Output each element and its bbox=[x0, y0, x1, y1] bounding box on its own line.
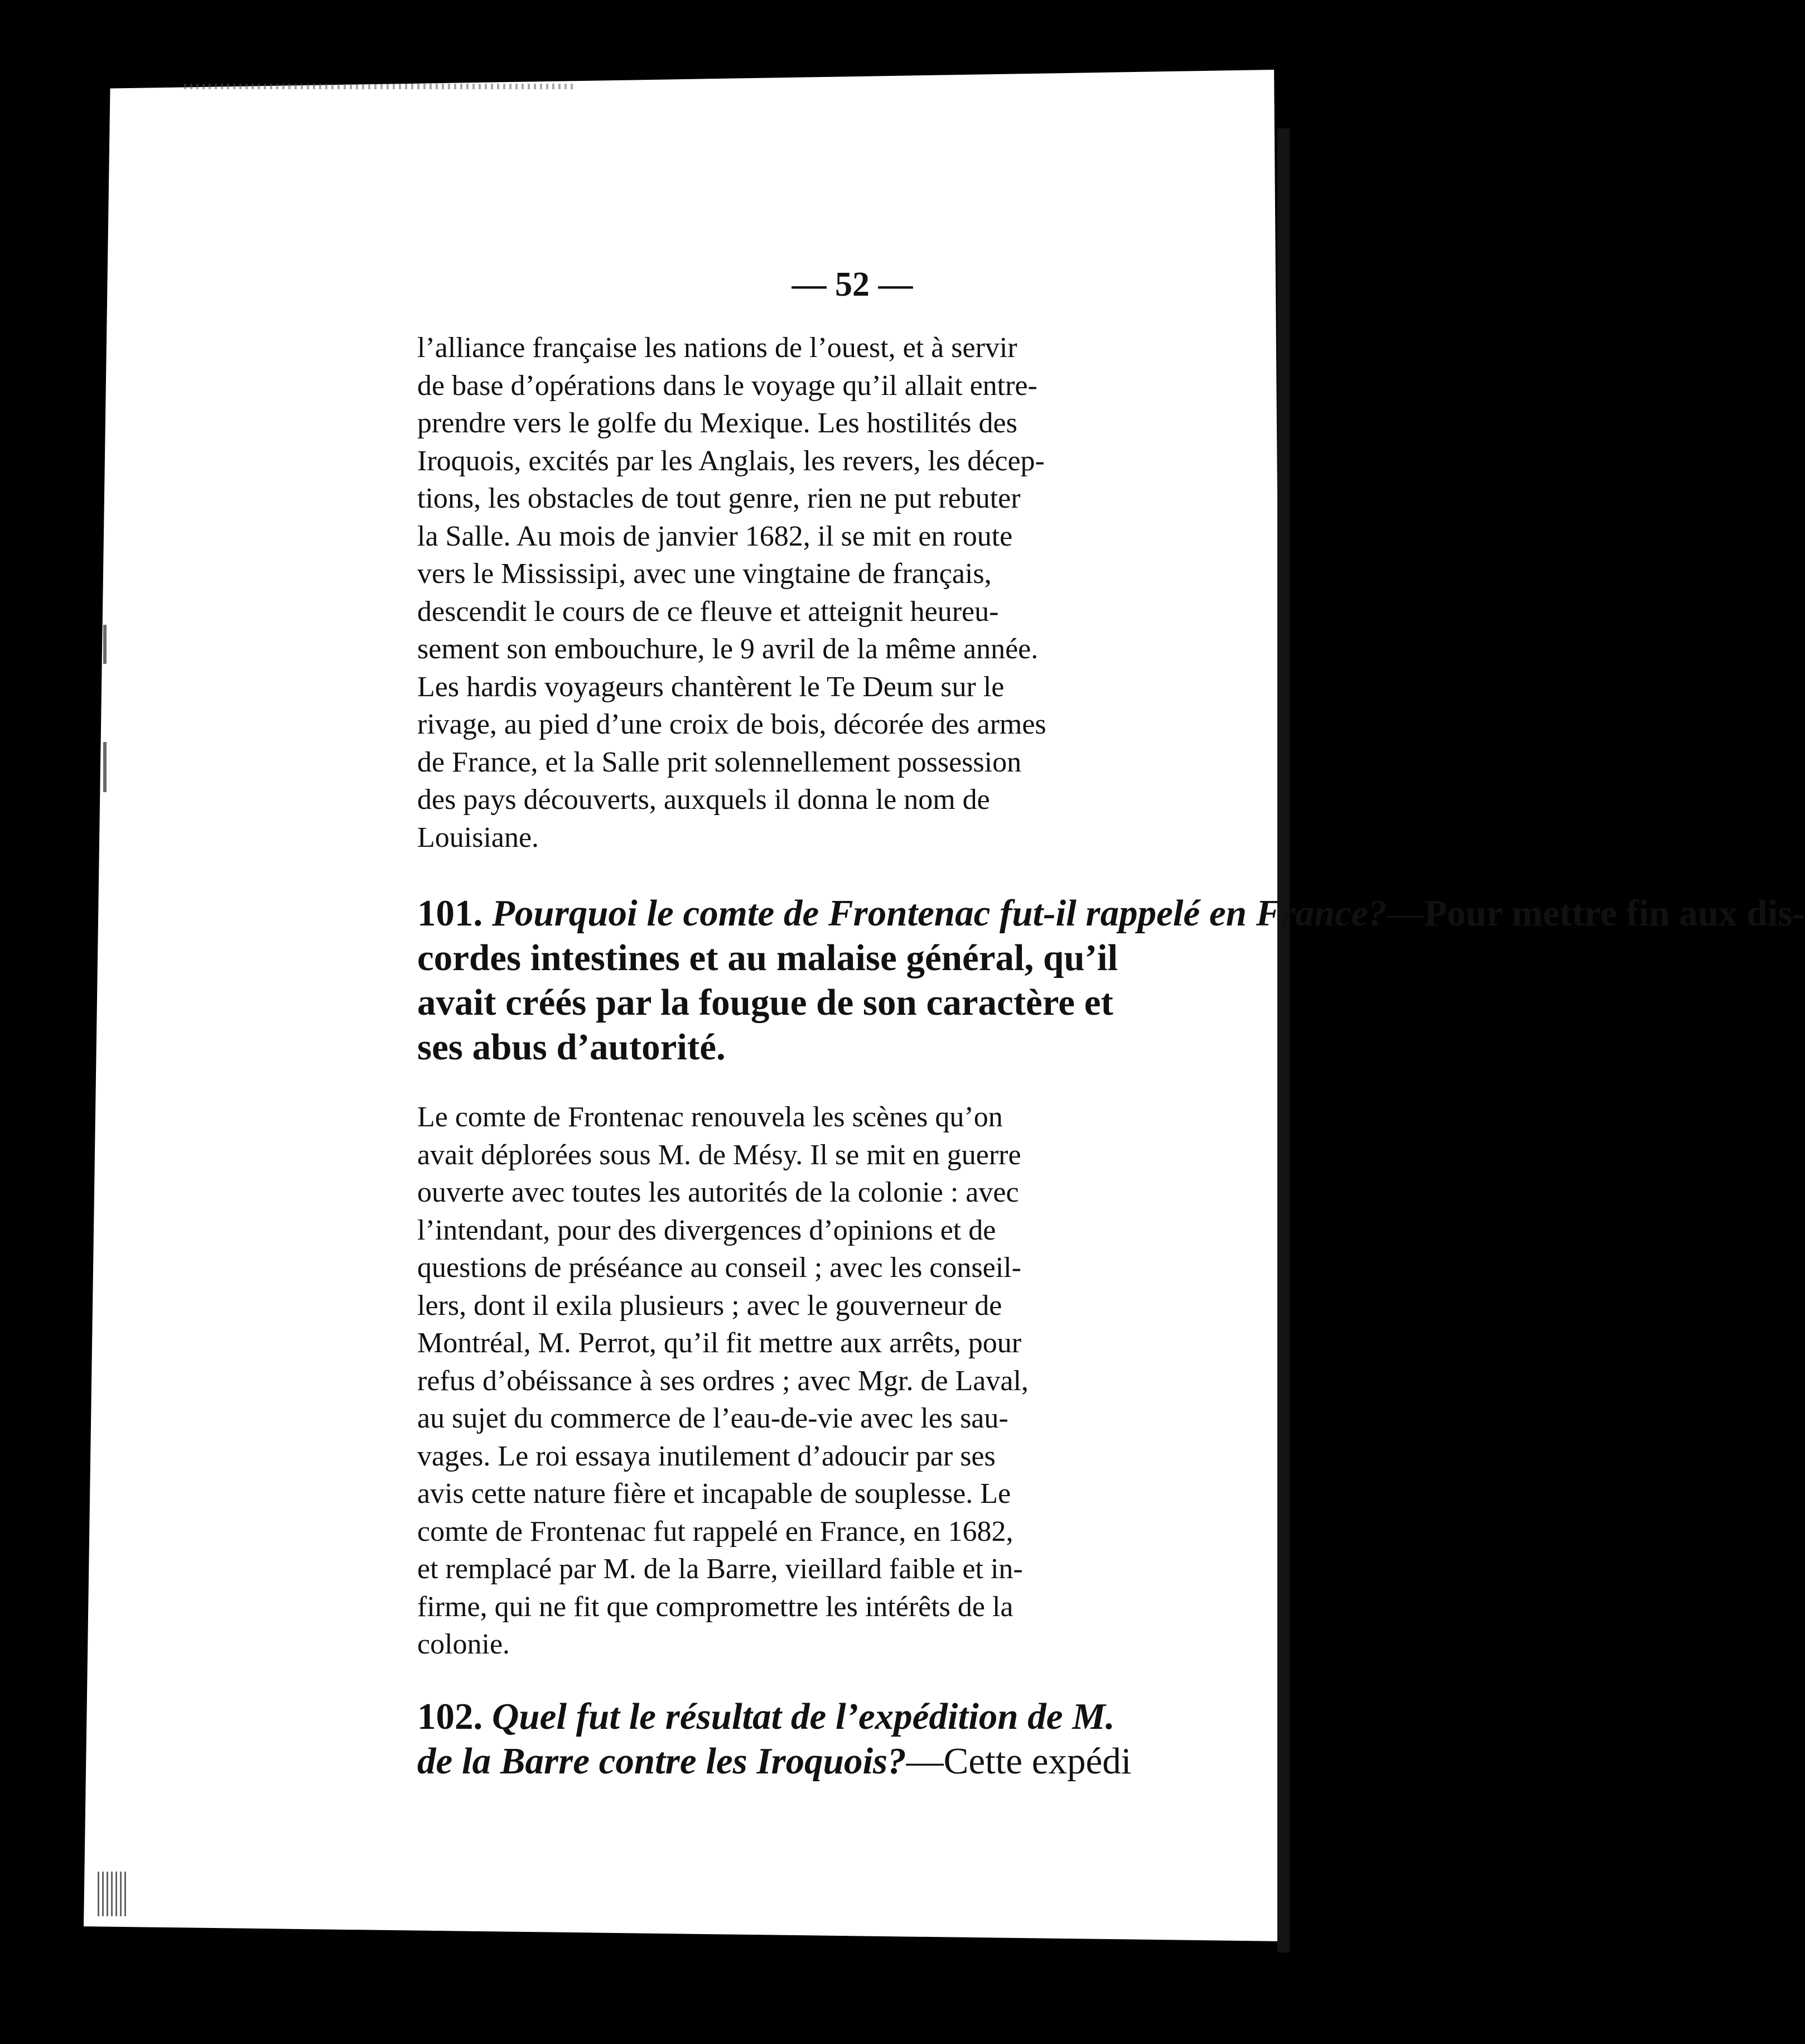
answer-text: Cette expédi bbox=[943, 1740, 1132, 1782]
spine-mark bbox=[103, 625, 107, 664]
text-line: questions de préséance au conseil ; avec les conseil- bbox=[417, 1252, 1021, 1284]
text-line: lers, dont il exila plusieurs ; avec le gouverneur de bbox=[417, 1289, 1002, 1322]
question-number: 102. bbox=[417, 1695, 483, 1737]
text-line: Montréal, M. Perrot, qu’il fit mettre aux arrêts, pour bbox=[417, 1327, 1022, 1359]
answer-text: ses abus d’autorité. bbox=[417, 1026, 726, 1068]
text-line: comte de Frontenac fut rappelé en France, en 1682, bbox=[417, 1515, 1013, 1548]
text-line: au sujet du commerce de l’eau-de-vie avec les sau- bbox=[417, 1402, 1008, 1434]
question-text: de la Barre contre les Iroquois? bbox=[417, 1740, 906, 1782]
paragraph-2 bbox=[417, 1098, 1287, 1664]
text-line: avait déplorées sous M. de Mésy. Il se mit en guerre bbox=[417, 1139, 1021, 1171]
text-line: et remplacé par M. de la Barre, vieillard faible et in- bbox=[417, 1553, 1023, 1585]
text-line: tions, les obstacles de tout genre, rien ne put rebuter bbox=[417, 483, 1021, 514]
answer-text: cordes intestines et au malaise général, qu’il bbox=[417, 937, 1118, 978]
paragraph-1 bbox=[417, 329, 1287, 856]
question-number: 101. bbox=[417, 893, 483, 934]
page-number: — 52 — bbox=[792, 266, 913, 303]
text-line: des pays découverts, auxquels il donna le nom de bbox=[417, 784, 990, 816]
question-text: Pourquoi le comte de Frontenac fut-il rappelé en France? bbox=[492, 893, 1387, 934]
text-line: l’intendant, pour des divergences d’opinions et de bbox=[417, 1214, 996, 1246]
text-line: prendre vers le golfe du Mexique. Les hostilités des bbox=[417, 407, 1017, 439]
question-101: 101. Pourquoi le comte de Frontenac fut-il rappelé en France?—Pour mettre fin aux dis- cordes intestines et au malaise général, qu’il avait créés par la fougue de son caractère et ses abus d’autorité. bbox=[417, 891, 1287, 1069]
text-line: sement son embouchure, le 9 avril de la même année. bbox=[417, 633, 1039, 665]
spine-mark bbox=[103, 742, 107, 792]
top-edge-texture bbox=[184, 84, 575, 89]
text-line: la Salle. Au mois de janvier 1682, il se mit en route bbox=[417, 520, 1013, 552]
text-line: ouverte avec toutes les autorités de la colonie : avec bbox=[417, 1177, 1019, 1208]
question-text: Quel fut le résultat de l’expédition de M. bbox=[492, 1695, 1115, 1737]
text-line: vers le Mississipi, avec une vingtaine de français, bbox=[417, 558, 992, 590]
page-content bbox=[417, 266, 1805, 1783]
text-line: vages. Le roi essaya inutilement d’adoucir par ses bbox=[417, 1440, 996, 1472]
text-line: avis cette nature fière et incapable de souplesse. Le bbox=[417, 1478, 1011, 1510]
bottom-edge-texture bbox=[98, 1872, 128, 1916]
question-102: 102. Quel fut le résultat de l’expédition de M. de la Barre contre les Iroquois?—Cette expédi bbox=[417, 1695, 1132, 1782]
answer-text: avait créés par la fougue de son caractère et bbox=[417, 982, 1113, 1023]
text-line: refus d’obéissance à ses ordres ; avec Mgr. de Laval, bbox=[417, 1365, 1029, 1397]
text-line: Louisiane. bbox=[417, 821, 539, 854]
text-line: Iroquois, excités par les Anglais, les revers, les décep- bbox=[417, 445, 1045, 477]
text-line: l’alliance française les nations de l’ouest, et à servir bbox=[417, 332, 1017, 364]
text-line: colonie. bbox=[417, 1628, 510, 1660]
text-line: descendit le cours de ce fleuve et atteignit heureu- bbox=[417, 595, 999, 628]
answer-text: Pour mettre fin aux dis- bbox=[1424, 893, 1805, 934]
text-line: firme, qui ne fit que compromettre les intérêts de la bbox=[417, 1590, 1013, 1623]
text-line: de France, et la Salle prit solennellement possession bbox=[417, 746, 1022, 778]
text-line: de base d’opérations dans le voyage qu’il allait entre- bbox=[417, 369, 1037, 402]
text-line: Le comte de Frontenac renouvela les scènes qu’on bbox=[417, 1101, 1003, 1133]
text-line: rivage, au pied d’une croix de bois, décorée des armes bbox=[417, 708, 1046, 740]
text-line: Les hardis voyageurs chantèrent le Te Deum sur le bbox=[417, 671, 1005, 703]
